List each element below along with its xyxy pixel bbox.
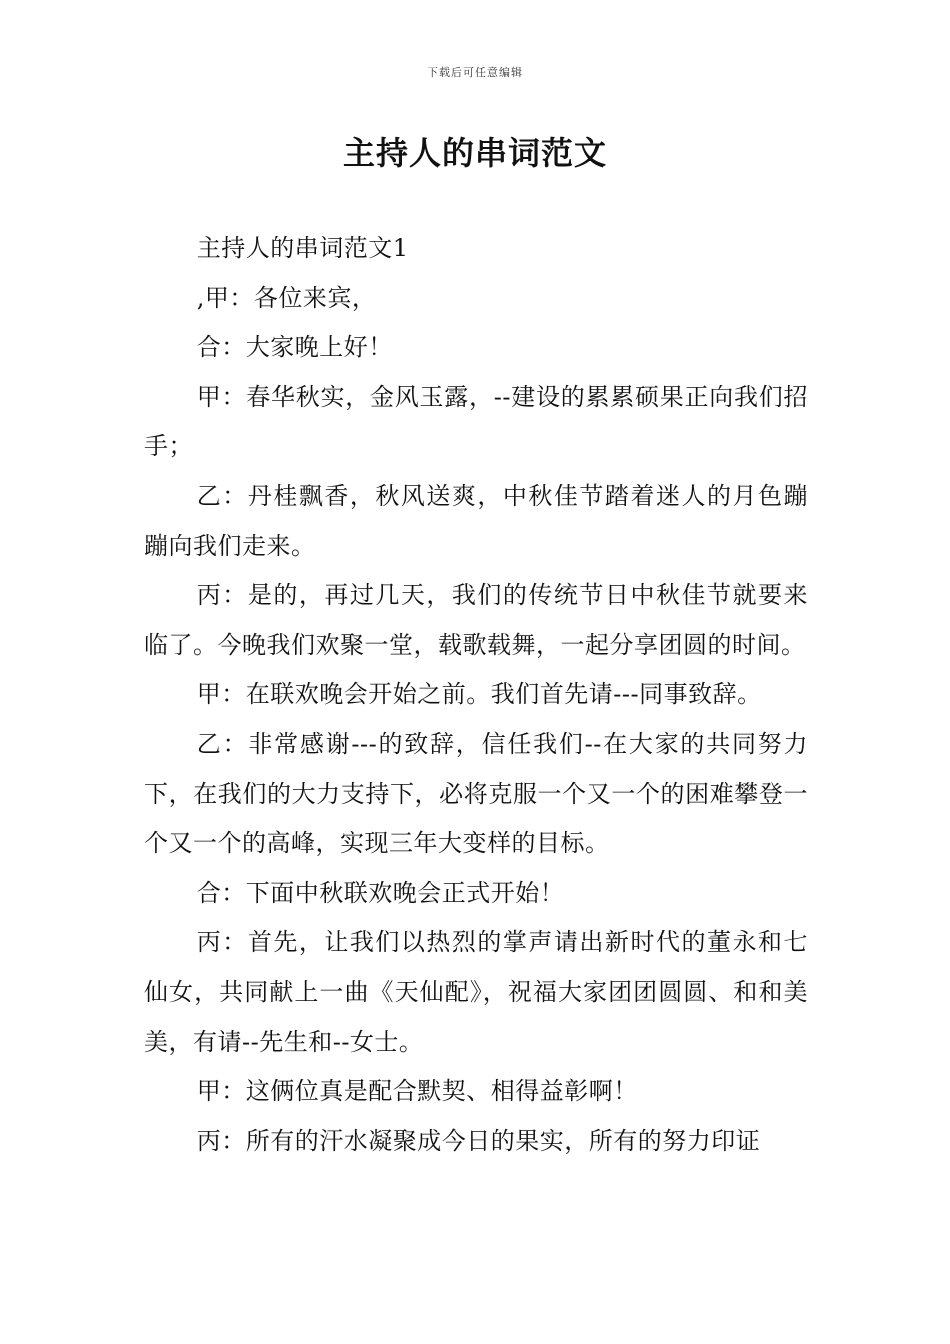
- paragraph: 丙：首先，让我们以热烈的掌声请出新时代的董永和七仙女，共同献上一曲《天仙配》，祝福大家团团圆圆、和和美美，有请--先生和--女士。: [144, 928, 808, 1056]
- header-note: 下载后可任意编辑: [427, 66, 523, 79]
- paragraph: 合：大家晚上好！: [196, 333, 393, 362]
- paragraph: 乙：丹桂飘香，秋风送爽，中秋佳节踏着迷人的月色蹦蹦向我们走来。: [144, 481, 808, 560]
- paragraph: 合：下面中秋联欢晚会正式开始！: [196, 878, 565, 907]
- paragraph: 甲：在联欢晚会开始之前。我们首先请---同事致辞。: [196, 680, 762, 709]
- document-body: [144, 224, 808, 1166]
- paragraph: 丙：所有的汗水凝聚成今日的果实，所有的努力印证: [196, 1126, 761, 1155]
- paragraph: ,甲：各位来宾，: [196, 283, 377, 312]
- paragraph: 甲：这俩位真是配合默契、相得益彰啊！: [196, 1077, 638, 1106]
- paragraph: 主持人的串词范文1: [196, 234, 409, 262]
- document-title: 主持人的串词范文: [342, 134, 607, 172]
- paragraph: 乙：非常感谢---的致辞，信任我们--在大家的共同努力下，在我们的大力支持下，必将克服一个又一个的困难攀登一个又一个的高峰，实现三年大变样的目标。: [144, 729, 808, 858]
- paragraph: 甲：春华秋实，金风玉露，--建设的累累硕果正向我们招手；: [144, 382, 808, 461]
- paragraph: 丙：是的，再过几天，我们的传统节日中秋佳节就要来临了。今晚我们欢聚一堂，载歌载舞，一起分享团圆的时间。: [144, 581, 808, 659]
